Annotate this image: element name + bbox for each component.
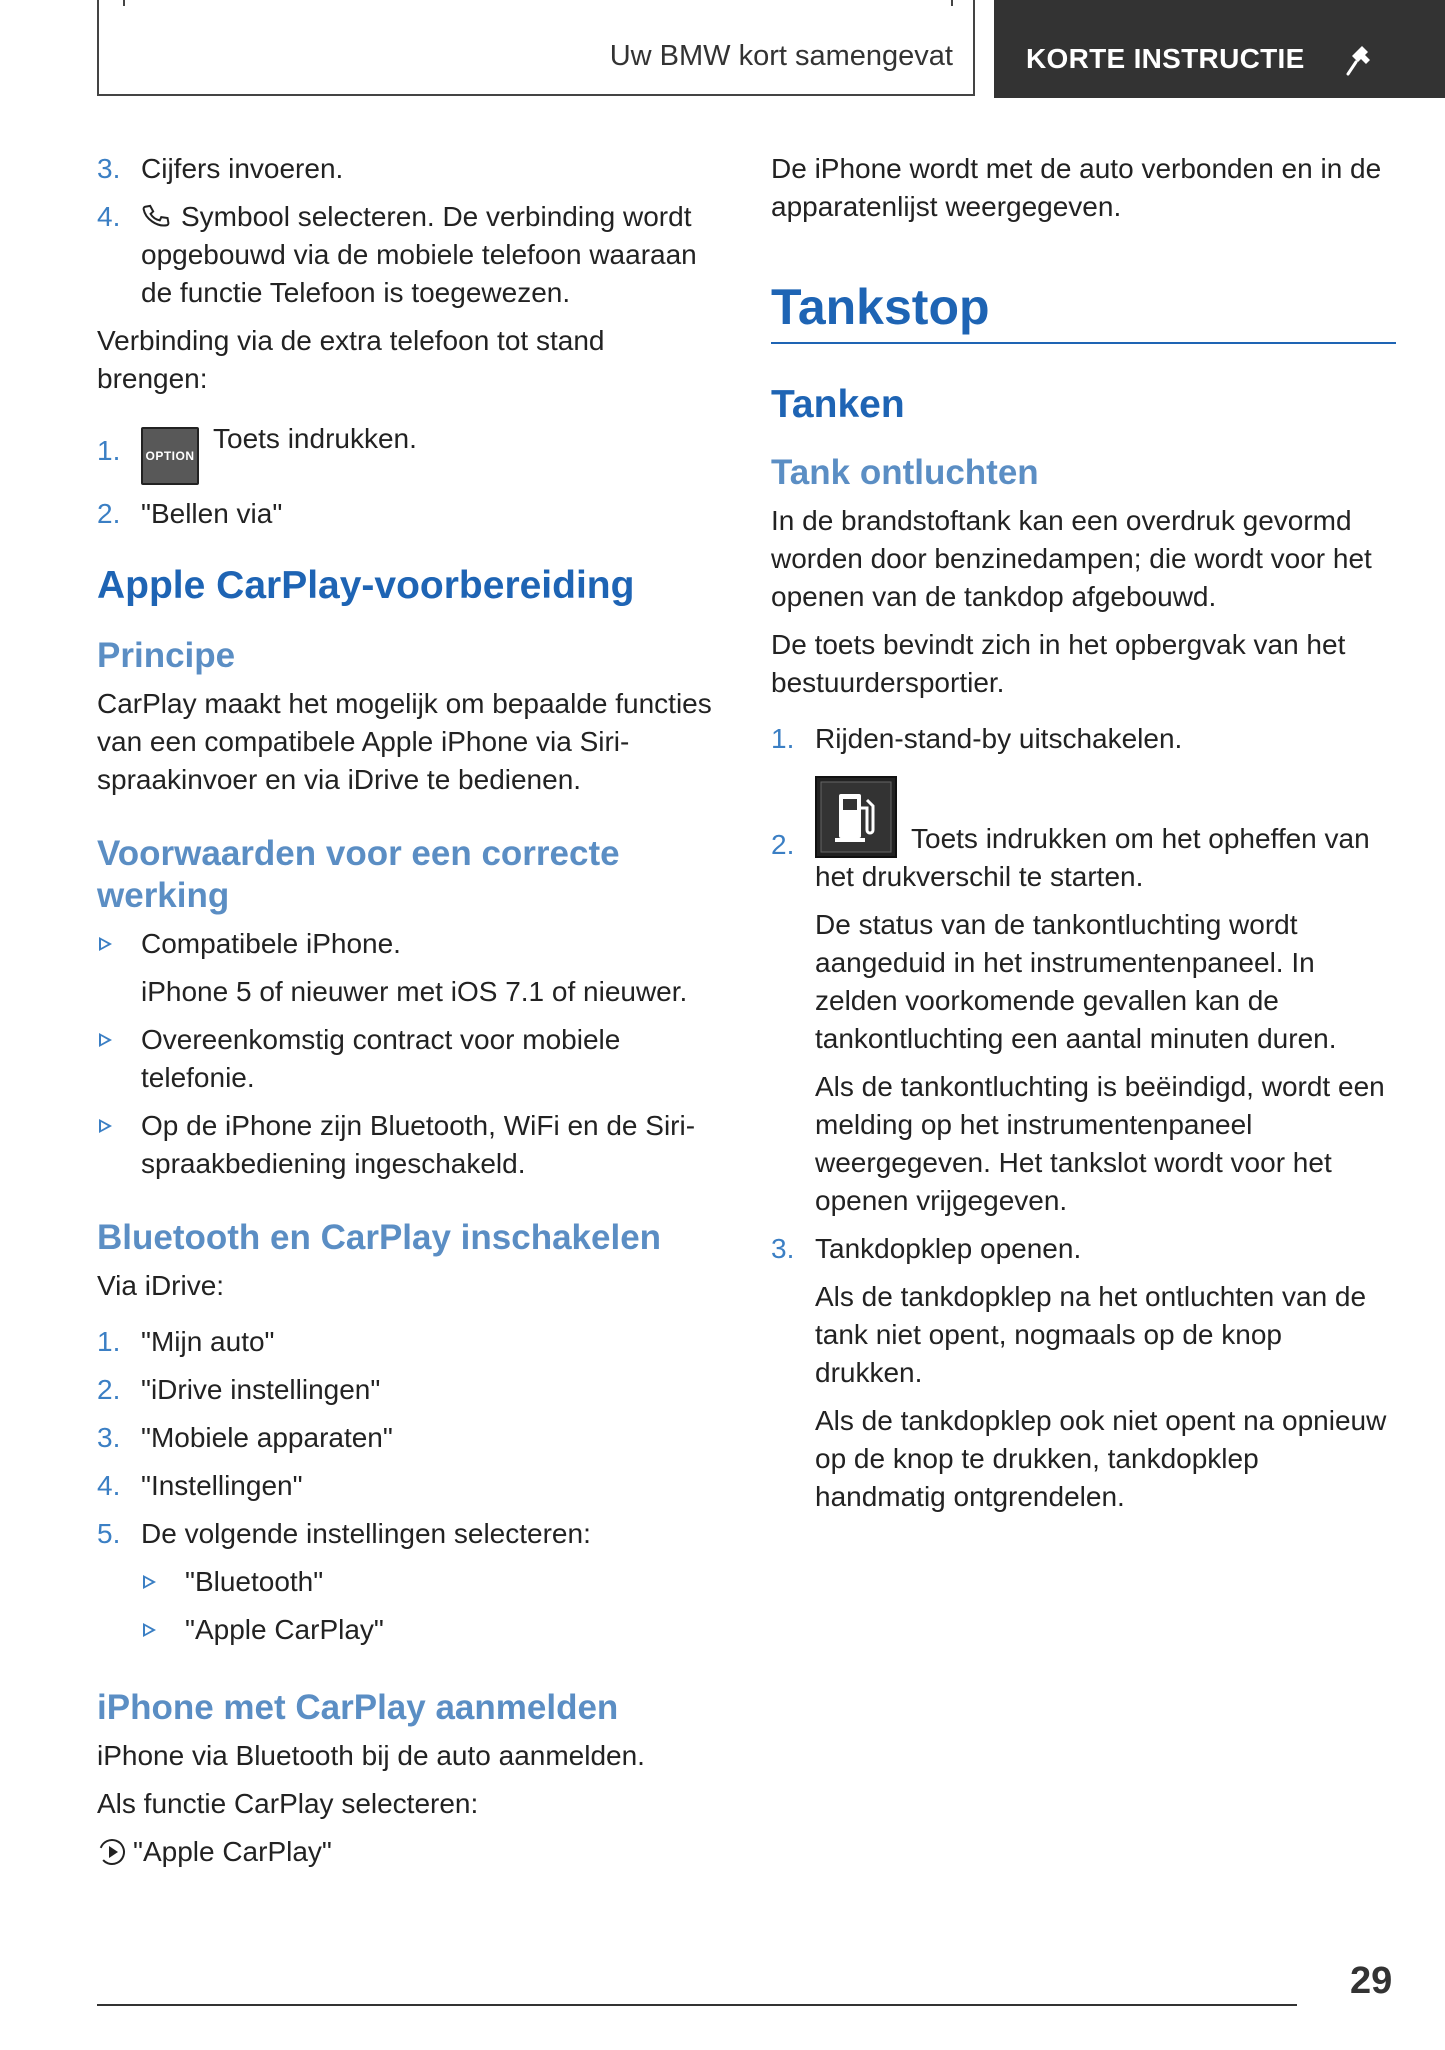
list-text: "Mijn auto" — [141, 1326, 275, 1357]
triangle-bullet-icon — [143, 1623, 156, 1637]
bullet-item — [97, 1107, 717, 1183]
list-text: "Mobiele apparaten" — [141, 1422, 393, 1453]
list-text: Rijden-stand-by uitschakelen. — [815, 723, 1183, 754]
paragraph: De iPhone wordt met de auto verbonden en in de apparatenlijst weergegeven. — [771, 153, 1382, 222]
bullet-item — [97, 925, 717, 963]
heading-tanken: Tanken — [771, 383, 905, 426]
bullet-item — [97, 1021, 717, 1097]
bullet-text: "Apple CarPlay" — [185, 1614, 384, 1645]
list-item — [771, 776, 1396, 896]
triangle-bullet-icon — [143, 1575, 156, 1589]
bullet-subtext: iPhone 5 of nieuwer met iOS 7.1 of nieuwer. — [141, 976, 688, 1007]
nested-bullet-item — [141, 1563, 717, 1601]
list-item — [97, 198, 717, 312]
option-button-icon: OPTION — [141, 427, 199, 485]
header-tab-label: KORTE INSTRUCTIE — [1026, 43, 1305, 74]
list-item — [771, 720, 1396, 758]
fuel-pump-icon — [817, 778, 895, 856]
nested-bullet-item — [141, 1611, 717, 1649]
list-item — [771, 1230, 1396, 1268]
page-number: 29 — [1350, 1960, 1393, 2002]
step-subtext: De status van de tankontluchting wordt aangeduid in het instrumentenpaneel. In zelden voorkomende gevallen kan de tankontluchting een aantal minuten duren. — [815, 909, 1337, 1054]
paragraph: CarPlay maakt het mogelijk om bepaalde functies van een compatibele Apple iPhone via Siri-spraakinvoer en via iDrive te bedienen. — [97, 688, 712, 795]
pin-icon — [1344, 42, 1380, 78]
fuel-pump-button-icon — [815, 776, 897, 858]
header-tab — [994, 0, 1445, 98]
triangle-bullet-icon — [99, 937, 112, 951]
list-number: 4. — [97, 1470, 121, 1501]
step-subtext: Als de tankdopklep ook niet opent na opnieuw op de knop te drukken, tankdopklep handmatig ontgrendelen. — [815, 1405, 1387, 1512]
list-text: Tankdopklep openen. — [815, 1233, 1082, 1264]
list-number: 1. — [97, 435, 121, 466]
controller-select-icon — [97, 1837, 127, 1867]
header-tick-right — [951, 0, 953, 6]
list-item — [97, 420, 717, 485]
list-number: 1. — [771, 723, 795, 754]
paragraph: In de brandstoftank kan een overdruk gevormd worden door benzinedampen; die wordt voor het openen van de tankdop afgebouwd. — [771, 505, 1372, 612]
carplay-select-text: "Apple CarPlay" — [133, 1836, 332, 1867]
list-item — [97, 495, 717, 533]
bullet-text: Compatibele iPhone. — [141, 928, 401, 959]
list-text: Cijfers invoeren. — [141, 153, 344, 184]
heading-principe: Principe — [97, 636, 236, 675]
list-number: 5. — [97, 1518, 121, 1549]
list-number: 4. — [97, 201, 121, 232]
list-item — [97, 1371, 717, 1409]
bullet-text: Op de iPhone zijn Bluetooth, WiFi en de Siri-spraakbediening ingeschakeld. — [141, 1110, 696, 1179]
paragraph: De toets bevindt zich in het opbergvak van het bestuurdersportier. — [771, 629, 1346, 698]
triangle-bullet-icon — [99, 1033, 112, 1047]
phone-icon — [141, 201, 171, 231]
heading-bluetooth: Bluetooth en CarPlay inschakelen — [97, 1218, 662, 1257]
list-text: Symbool selecteren. De verbinding wordt opgebouwd via de mobiele telefoon waaraan de functie Telefoon is toegewezen. — [141, 201, 697, 308]
list-number: 3. — [97, 153, 121, 184]
list-item — [97, 150, 717, 188]
paragraph: iPhone via Bluetooth bij de auto aanmelden. — [97, 1740, 645, 1771]
step-subtext: Als de tankdopklep na het ontluchten van de tank niet opent, nogmaals op de knop drukken. — [815, 1281, 1367, 1388]
left-column — [97, 150, 717, 1881]
list-item — [97, 1323, 717, 1361]
header-section-title: Uw BMW kort samengevat — [609, 40, 953, 72]
list-number: 2. — [97, 1374, 121, 1405]
bullet-text: Overeenkomstig contract voor mobiele telefonie. — [141, 1024, 621, 1093]
paragraph: Verbinding via de extra telefoon tot stand brengen: — [97, 325, 605, 394]
list-text: Toets indrukken om het opheffen van het drukverschil te starten. — [815, 823, 1370, 892]
paragraph-carplay-select — [97, 1833, 717, 1871]
list-number: 3. — [771, 1233, 795, 1264]
heading-ontluchten: Tank ontluchten — [771, 453, 1039, 492]
paragraph: Als functie CarPlay selecteren: — [97, 1788, 479, 1819]
triangle-bullet-icon — [99, 1119, 112, 1133]
list-item — [97, 1419, 717, 1457]
heading-aanmelden: iPhone met CarPlay aanmelden — [97, 1688, 619, 1727]
heading-carplay: Apple CarPlay-voorbereiding — [97, 564, 635, 607]
list-text: "iDrive instellingen" — [141, 1374, 381, 1405]
header-frame — [97, 0, 975, 96]
list-item — [97, 1467, 717, 1505]
right-column — [771, 150, 1396, 1526]
list-text: "Bellen via" — [141, 498, 283, 529]
list-text: "Instellingen" — [141, 1470, 303, 1501]
list-text: Toets indrukken. — [213, 423, 417, 454]
list-number: 3. — [97, 1422, 121, 1453]
list-item — [97, 1515, 717, 1553]
header-tick-left — [123, 0, 125, 6]
step-subtext: Als de tankontluchting is beëindigd, wordt een melding op het instrumentenpaneel weergegeven. Het tankslot wordt voor het openen vrijgegeven. — [815, 1071, 1385, 1216]
list-number: 2. — [771, 829, 795, 860]
list-number: 2. — [97, 498, 121, 529]
bullet-text: "Bluetooth" — [185, 1566, 324, 1597]
list-text: De volgende instellingen selecteren: — [141, 1518, 591, 1549]
heading-tankstop: Tankstop — [771, 276, 1396, 344]
list-number: 1. — [97, 1326, 121, 1357]
paragraph: Via iDrive: — [97, 1270, 225, 1301]
footer-rule — [97, 2004, 1297, 2006]
heading-voorwaarden: Voorwaarden voor een correcte werking — [97, 834, 620, 915]
